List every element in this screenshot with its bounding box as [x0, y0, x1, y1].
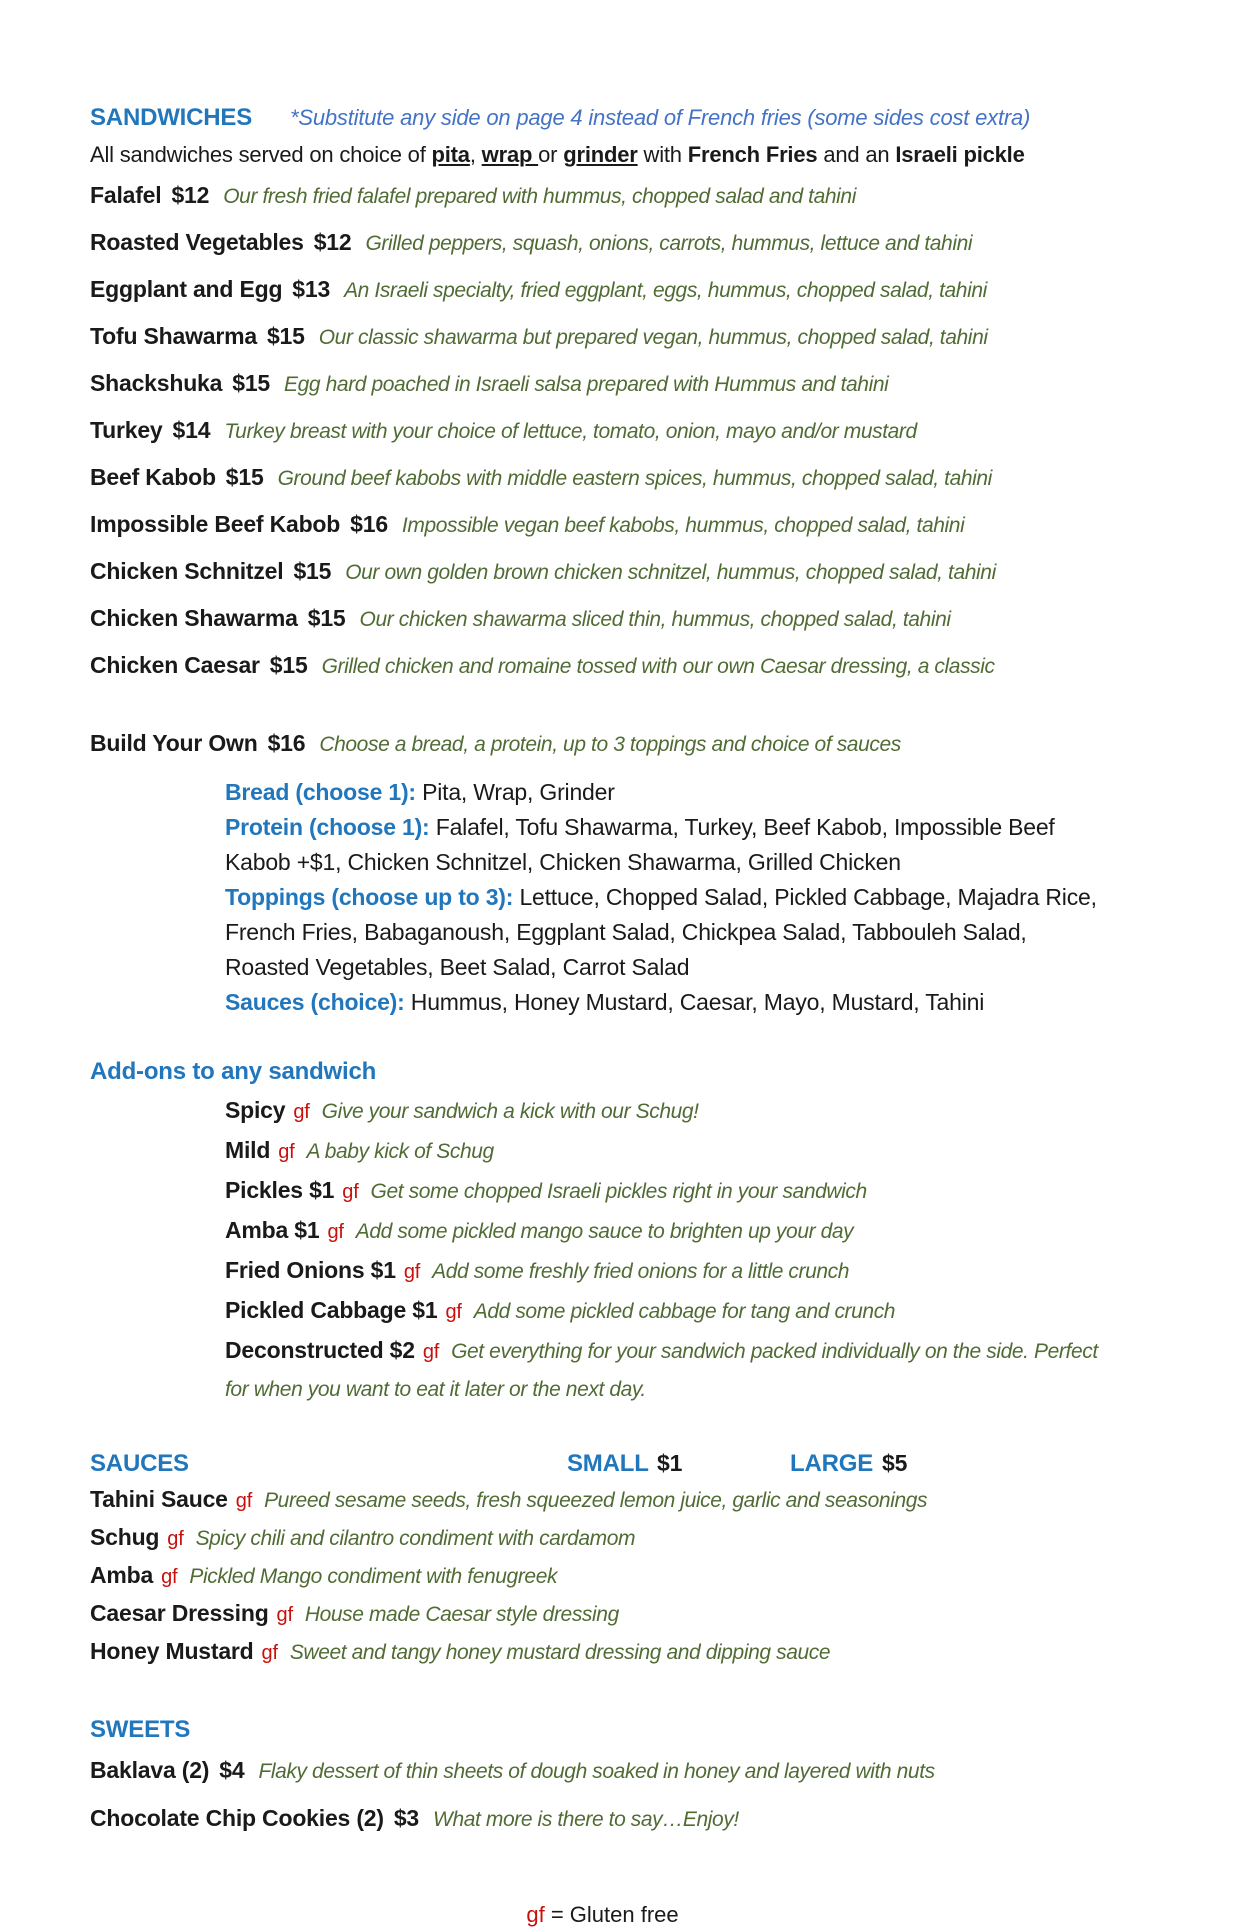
- item-name: Eggplant and Egg: [90, 276, 283, 302]
- intro-text: with: [637, 142, 688, 167]
- gluten-free-badge: gf: [445, 1301, 462, 1323]
- item-name: Pickles $1: [225, 1177, 335, 1203]
- gluten-free-badge: gf: [161, 1566, 178, 1588]
- item-price: $12: [313, 229, 352, 255]
- sauces-small-label: SMALL: [567, 1450, 649, 1477]
- sweets-list: [90, 1754, 1115, 1838]
- intro-text: or: [538, 142, 564, 167]
- item-name: Chicken Schnitzel: [90, 558, 284, 584]
- gluten-free-badge: gf: [403, 1261, 421, 1283]
- item-name: Falafel: [90, 182, 162, 208]
- sauces-title: SAUCES: [90, 1450, 189, 1477]
- item-name: Honey Mustard: [90, 1638, 254, 1664]
- gluten-free-badge: gf: [526, 1902, 545, 1927]
- intro-text: and an: [817, 142, 896, 167]
- sauce-caesar-dressing: [90, 1596, 1115, 1634]
- intro-wrap: wrap: [481, 142, 539, 167]
- item-price: $15: [293, 558, 332, 584]
- item-price: $4: [219, 1757, 245, 1783]
- item-desc: An Israeli specialty, fried eggplant, eggs, hummus, chopped salad, tahini: [344, 279, 987, 302]
- item-desc: Our fresh fried falafel prepared with hummus, chopped salad and tahini: [223, 185, 856, 208]
- item-desc: A baby kick of Schug: [306, 1140, 494, 1163]
- sweet-baklava: [90, 1754, 1115, 1790]
- item-desc: Grilled chicken and romaine tossed with our own Caesar dressing, a classic: [321, 655, 995, 678]
- item-desc: Our own golden brown chicken schnitzel, hummus, chopped salad, tahini: [345, 561, 996, 584]
- sauce-amba: [90, 1558, 1115, 1596]
- item-desc: Our chicken shawarma sliced thin, hummus, chopped salad, tahini: [359, 608, 951, 631]
- byo-sauces-choices: Hummus, Honey Mustard, Caesar, Mayo, Mustard, Tahini: [410, 989, 985, 1015]
- item-desc: Grilled peppers, squash, onions, carrots, hummus, lettuce and tahini: [365, 232, 973, 255]
- item-desc: Add some pickled cabbage for tang and crunch: [473, 1300, 896, 1323]
- menu-item-shackshuka: [90, 368, 1115, 402]
- sweet-chocolate-chip-cookies: [90, 1802, 1115, 1838]
- byo-bread-line: [225, 775, 1113, 810]
- byo-protein-choices: Falafel, Tofu Shawarma, Turkey, Beef Kabob, Impossible Beef Kabob +$1, Chicken Schnitzel, Chicken Shawarma, Grilled Chicken: [225, 814, 1055, 875]
- addon-mild: [225, 1132, 1120, 1172]
- item-name: Deconstructed $2: [225, 1337, 415, 1363]
- item-name: Turkey: [90, 417, 163, 443]
- item-desc: Flaky dessert of thin sheets of dough soaked in honey and layered with nuts: [258, 1760, 935, 1783]
- addons-list: [225, 1092, 1120, 1410]
- item-desc: Egg hard poached in Israeli salsa prepared with Hummus and tahini: [284, 373, 889, 396]
- menu-item-roasted-vegetables: [90, 227, 1115, 261]
- byo-bread-choices: Pita, Wrap, Grinder: [422, 779, 615, 805]
- item-name: Caesar Dressing: [90, 1600, 269, 1626]
- item-desc: Our classic shawarma but prepared vegan, hummus, chopped salad, tahini: [318, 326, 988, 349]
- intro-text: All sandwiches served on choice of: [90, 142, 432, 167]
- menu-item-impossible-beef-kabob: [90, 509, 1115, 543]
- build-your-own-options: [225, 775, 1113, 1020]
- item-name: Amba: [90, 1562, 154, 1588]
- item-desc: Sweet and tangy honey mustard dressing and dipping sauce: [289, 1641, 831, 1664]
- menu-item-chicken-caesar: [90, 650, 1115, 684]
- item-name: Amba $1: [225, 1217, 320, 1243]
- item-price: $15: [307, 605, 346, 631]
- item-price: $3: [393, 1805, 420, 1831]
- item-desc: Spicy chili and cilantro condiment with cardamom: [195, 1527, 636, 1550]
- byo-toppings-label: Toppings (choose up to 3):: [225, 884, 514, 910]
- item-name: Impossible Beef Kabob: [90, 511, 341, 537]
- menu-item-beef-kabob: [90, 462, 1115, 496]
- gluten-free-badge: gf: [342, 1181, 359, 1203]
- gluten-free-legend: [90, 1902, 1115, 1928]
- item-name: Chocolate Chip Cookies (2): [90, 1805, 384, 1831]
- item-price: $13: [292, 276, 331, 302]
- item-desc: Ground beef kabobs with middle eastern spices, hummus, chopped salad, tahini: [277, 467, 992, 490]
- substitute-note: *Substitute any side on page 4 instead of French fries (some sides cost extra): [290, 105, 1031, 130]
- item-name: Schug: [90, 1524, 160, 1550]
- gluten-free-badge: gf: [276, 1604, 293, 1626]
- item-price: $14: [172, 417, 211, 443]
- item-price: $16: [267, 730, 306, 756]
- menu-item-turkey: [90, 415, 1115, 449]
- gluten-free-badge: gf: [235, 1490, 253, 1512]
- menu-item-build-your-own: [90, 728, 1115, 762]
- item-name: Fried Onions $1: [225, 1257, 396, 1283]
- item-name: Beef Kabob: [90, 464, 216, 490]
- gluten-free-legend-text: = Gluten free: [550, 1902, 679, 1927]
- item-price: $15: [266, 323, 305, 349]
- gluten-free-badge: gf: [261, 1642, 278, 1664]
- byo-sauces-label: Sauces (choice):: [225, 989, 405, 1015]
- gluten-free-badge: gf: [278, 1141, 295, 1163]
- sauces-header: [90, 1450, 1115, 1482]
- sweets-title: SWEETS: [90, 1716, 191, 1743]
- addon-fried-onions: [225, 1252, 1120, 1292]
- item-price: $15: [232, 370, 271, 396]
- menu-item-tofu-shawarma: [90, 321, 1115, 355]
- byo-protein-label: Protein (choose 1):: [225, 814, 430, 840]
- item-price: $12: [171, 182, 210, 208]
- intro-pita: pita: [431, 142, 470, 167]
- item-name: Chicken Caesar: [90, 652, 260, 678]
- sauce-schug: [90, 1520, 1115, 1558]
- item-name: Build Your Own: [90, 730, 258, 756]
- item-name: Mild: [225, 1137, 271, 1163]
- gluten-free-badge: gf: [327, 1221, 344, 1243]
- byo-bread-label: Bread (choose 1):: [225, 779, 416, 805]
- addon-spicy: [225, 1092, 1120, 1132]
- menu-item-chicken-shawarma: [90, 603, 1115, 637]
- gluten-free-badge: gf: [167, 1528, 184, 1550]
- gluten-free-badge: gf: [293, 1101, 310, 1123]
- gluten-free-badge: gf: [422, 1341, 440, 1363]
- byo-protein-line: [225, 810, 1113, 880]
- item-name: Tahini Sauce: [90, 1486, 228, 1512]
- sauces-large-label: LARGE: [790, 1450, 874, 1477]
- addons-title: Add-ons to any sandwich: [90, 1058, 377, 1085]
- item-desc: Give your sandwich a kick with our Schug!: [321, 1100, 699, 1123]
- item-name: Pickled Cabbage $1: [225, 1297, 438, 1323]
- item-desc: Impossible vegan beef kabobs, hummus, chopped salad, tahini: [401, 514, 965, 537]
- intro-israeli-pickle: Israeli pickle: [895, 142, 1025, 167]
- item-desc: Get everything for your sandwich packed individually on the side. Perfect for when you want to eat it later or the next day.: [225, 1340, 1098, 1401]
- byo-sauces-line: [225, 985, 1113, 1020]
- intro-text: ,: [469, 142, 482, 167]
- sauce-tahini: [90, 1482, 1115, 1520]
- sandwiches-header: [90, 104, 1115, 132]
- byo-toppings-choices: Lettuce, Chopped Salad, Pickled Cabbage, Majadra Rice, French Fries, Babaganoush, Eggplant Salad, Chickpea Salad, Tabbouleh Salad, Roasted Vegetables, Beet Salad, Carrot Salad: [225, 884, 1097, 980]
- item-name: Roasted Vegetables: [90, 229, 304, 255]
- item-desc: Turkey breast with your choice of lettuce, tomato, onion, mayo and/or mustard: [224, 420, 917, 443]
- sandwiches-title: SANDWICHES: [90, 104, 253, 131]
- sauce-honey-mustard: [90, 1634, 1115, 1672]
- item-desc: Get some chopped Israeli pickles right in your sandwich: [370, 1180, 867, 1203]
- addon-deconstructed: [225, 1332, 1120, 1410]
- item-name: Spicy: [225, 1097, 286, 1123]
- item-desc: Pickled Mango condiment with fenugreek: [189, 1565, 558, 1588]
- addon-amba: [225, 1212, 1120, 1252]
- item-price: $16: [350, 511, 388, 537]
- addon-pickled-cabbage: [225, 1292, 1120, 1332]
- item-name: Chicken Shawarma: [90, 605, 298, 631]
- item-name: Tofu Shawarma: [90, 323, 257, 349]
- sauces-small-price: $1: [657, 1450, 683, 1476]
- item-desc: Pureed sesame seeds, fresh squeezed lemon juice, garlic and seasonings: [264, 1489, 928, 1512]
- sauces-large-price: $5: [882, 1450, 908, 1476]
- item-name: Shackshuka: [90, 370, 223, 396]
- item-desc: Choose a bread, a protein, up to 3 toppings and choice of sauces: [319, 733, 901, 756]
- item-desc: Add some pickled mango sauce to brighten up your day: [355, 1220, 854, 1243]
- item-desc: House made Caesar style dressing: [304, 1603, 619, 1626]
- sauces-list: [90, 1482, 1115, 1672]
- item-price: $15: [269, 652, 308, 678]
- item-desc: What more is there to say…Enjoy!: [433, 1808, 739, 1831]
- item-price: $15: [225, 464, 264, 490]
- item-name: Baklava (2): [90, 1757, 210, 1783]
- byo-toppings-line: [225, 880, 1113, 985]
- intro-french-fries: French Fries: [687, 142, 818, 167]
- menu-item-eggplant-and-egg: [90, 274, 1115, 308]
- item-desc: Add some freshly fried onions for a little crunch: [432, 1260, 850, 1283]
- menu-item-falafel: [90, 180, 1115, 214]
- menu-item-chicken-schnitzel: [90, 556, 1115, 590]
- sandwiches-intro: [90, 140, 1115, 170]
- intro-grinder: grinder: [563, 142, 638, 167]
- addon-pickles: [225, 1172, 1120, 1212]
